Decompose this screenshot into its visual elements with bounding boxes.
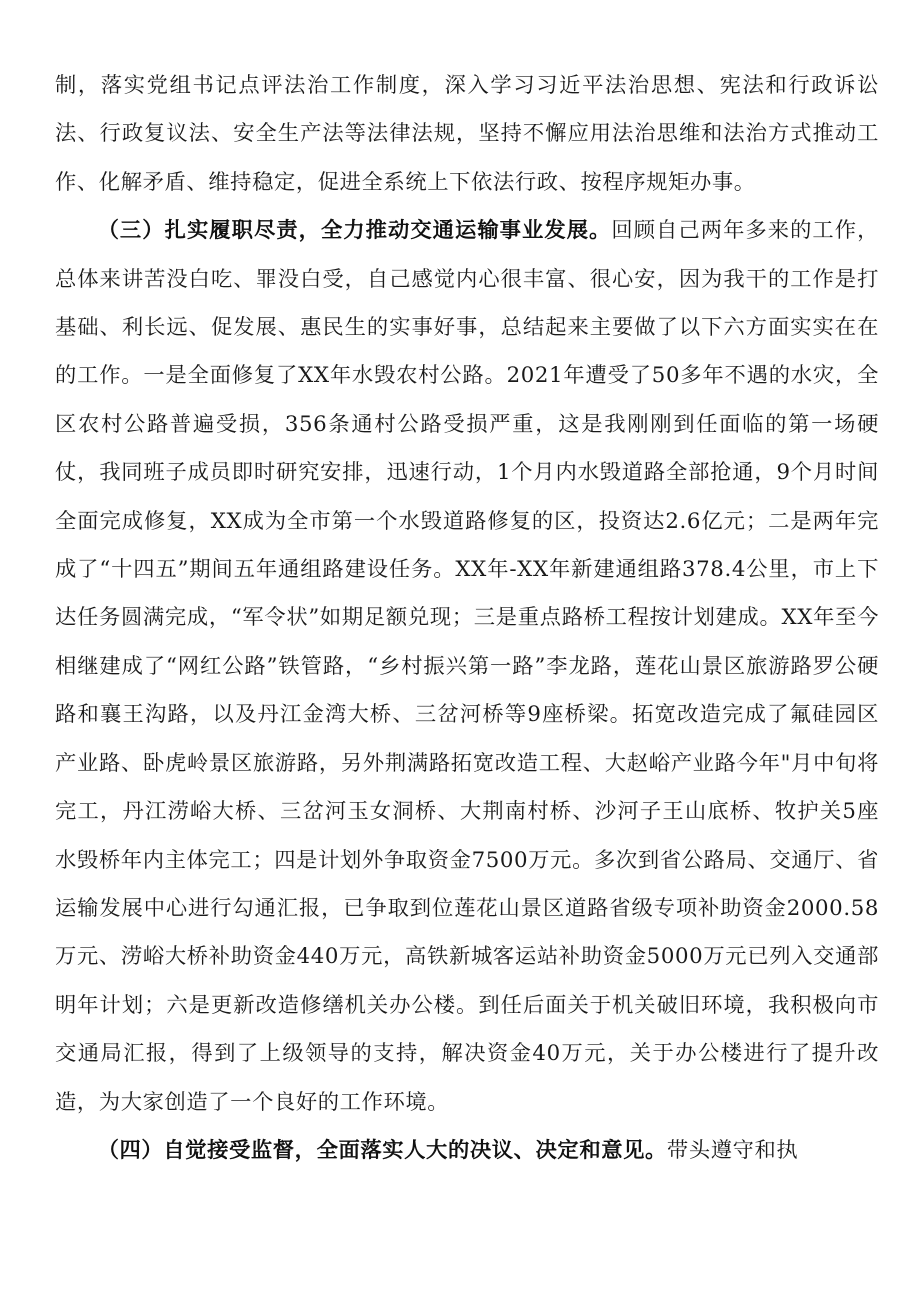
- section-heading: （三）扎实履职尽责，全力推动交通运输事业发展。: [97, 218, 612, 244]
- paragraph-continuation: [55, 62, 879, 207]
- paragraph-section-three: [55, 207, 879, 1127]
- document-body: [55, 62, 879, 1175]
- section-heading: （四）自觉接受监督，全面落实人大的决议、决定和意见。: [97, 1137, 667, 1163]
- paragraph-body: 带头遵守和执: [666, 1137, 799, 1163]
- paragraph-body: 回顾自己两年多来的工作，总体来讲苦没白吃、罪没白受，自己感觉内心很丰富、很心安，因为我干的工作是打基础、利长远、促发展、惠民生的实事好事，总结起来主要做了以下六方面实实在在的工作。一是全面修复了XX年水毁农村公路。2021年遭受了50多年不遇的水灾，全区农村公路普遍受损，356条通村公路受损严重，这是我刚刚到任面临的第一场硬仗，我同班子成员即时研究安排，迅速行动，1个月内水毁道路全部抢通，9个月时间全面完成修复，XX成为全市第一个水毁道路修复的区，投资达2.6亿元；二是两年完成了“十四五”期间五年通组路建设任务。XX年-XX年新建通组路378.4公里，市上下达任务圆满完成，“军令状”如期足额兑现；三是重点路桥工程按计划建成。XX年至今相继建成了“网红公路”铁管路，“乡村振兴第一路”李龙路，莲花山景区旅游路罗公硬路和襄王沟路，以及丹江金湾大桥、三岔河桥等9座桥梁。拓宽改造完成了氟硅园区产业路、卧虎岭景区旅游路，另外荆满路拓宽改造工程、大赵峪产业路今年"月中旬将完工，丹江涝峪大桥、三岔河玉女洞桥、大荆南村桥、沙河子王山底桥、牧护关5座水毁桥年内主体完工；四是计划外争取资金7500万元。多次到省公路局、交通厅、省运输发展中心进行勾通汇报，已争取到位莲花山景区道路省级专项补助资金2000.58万元、涝峪大桥补助资金440万元，高铁新城客运站补助资金5000万元已列入交通部明年计划；六是更新改造修缮机关办公楼。到任后面关于机关破旧环境，我积极向市交通局汇报，得到了上级领导的支持，解决资金40万元，关于办公楼进行了提升改造，为大家创造了一个良好的工作环境。: [55, 218, 879, 1115]
- paragraph-section-four: [55, 1127, 879, 1175]
- paragraph-body: 制，落实党组书记点评法治工作制度，深入学习习近平法治思想、宪法和行政诉讼法、行政复议法、安全生产法等法律法规，坚持不懈应用法治思维和法治方式推动工作、化解矛盾、维持稳定，促进全系统上下依法行政、按程序规矩办事。: [55, 73, 879, 195]
